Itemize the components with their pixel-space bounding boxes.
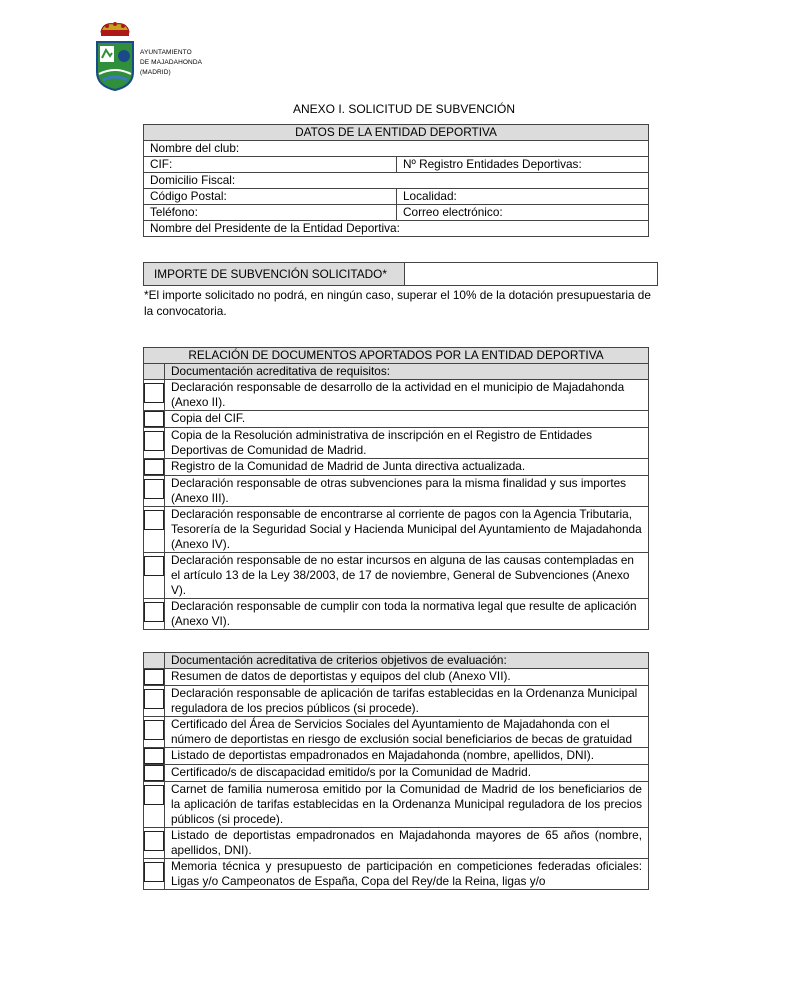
document-text: Declaración responsable de no estar incursos en alguna de las causas contempladas en el artículo 13 de la Ley 38/2003, de 17 de noviembre, General de Subvenciones (Anexo V). — [165, 553, 649, 599]
document-row — [144, 411, 649, 428]
document-row — [144, 599, 649, 630]
document-text: Carnet de familia numerosa emitido por la Comunidad de Madrid de los beneficiarios de la aplicación de tarifas establecidas en la Ordenanza Municipal reguladora de los precios públicos (si procede). — [165, 782, 649, 828]
address-field[interactable]: Domicilio Fiscal: — [144, 173, 649, 189]
document-checkbox[interactable] — [144, 459, 164, 475]
document-row — [144, 459, 649, 476]
document-checkbox[interactable] — [144, 748, 164, 764]
document-text: Listado de deportistas empadronados en Majadahonda (nombre, apellidos, DNI). — [165, 748, 649, 765]
club-name-field[interactable]: Nombre del club: — [144, 141, 649, 157]
institution-line: (MADRID) — [140, 69, 171, 76]
documents-criteria-table — [143, 652, 649, 890]
document-text: Certificado del Área de Servicios Sociales del Ayuntamiento de Majadahonda con el número de deportistas en riesgo de exclusión social beneficiarios de becas de gratuidad — [165, 717, 649, 748]
entity-data-table — [143, 124, 649, 237]
locality-field[interactable]: Localidad: — [397, 189, 649, 205]
document-text: Certificado/s de discapacidad emitido/s por la Comunidad de Madrid. — [165, 765, 649, 782]
document-text: Declaración responsable de cumplir con toda la normativa legal que resulte de aplicación (Anexo VI). — [165, 599, 649, 630]
institution-name — [140, 48, 202, 78]
document-row — [144, 748, 649, 765]
document-checkbox[interactable] — [144, 556, 164, 576]
document-text: Resumen de datos de deportistas y equipos del club (Anexo VII). — [165, 669, 649, 686]
criteria-label: Documentación acreditativa de criterios objetivos de evaluación: — [165, 653, 649, 669]
document-checkbox[interactable] — [144, 689, 164, 709]
president-field[interactable]: Nombre del Presidente de la Entidad Deportiva: — [144, 221, 649, 237]
document-title: ANEXO I. SOLICITUD DE SUBVENCIÓN — [292, 102, 516, 116]
document-text: Registro de la Comunidad de Madrid de Junta directiva actualizada. — [165, 459, 649, 476]
document-text: Declaración responsable de otras subvenciones para la misma finalidad y sus importes (Anexo III). — [165, 476, 649, 507]
document-checkbox[interactable] — [144, 765, 164, 781]
document-checkbox[interactable] — [144, 862, 164, 882]
document-checkbox[interactable] — [144, 510, 164, 530]
document-row — [144, 669, 649, 686]
document-checkbox[interactable] — [144, 669, 164, 685]
amount-note: *El importe solicitado no podrá, en ningún caso, superar el 10% de la dotación presupuestaria de la convocatoria. — [144, 288, 651, 318]
document-row — [144, 380, 649, 411]
cif-field[interactable]: CIF: — [144, 157, 397, 173]
coat-of-arms-icon — [95, 20, 135, 92]
document-text: Memoria técnica y presupuesto de participación en competiciones federadas oficiales: Ligas y/o Campeonatos de España, Copa del Rey/de la Reina, ligas y/o — [165, 859, 649, 890]
document-checkbox[interactable] — [144, 785, 164, 805]
amount-table — [143, 262, 658, 286]
document-text: Declaración responsable de encontrarse al corriente de pagos con la Agencia Tributaria, Tesorería de la Seguridad Social y Hacienda Municipal del Ayuntamiento de Majadahonda (Anexo IV). — [165, 507, 649, 553]
document-row — [144, 553, 649, 599]
email-field[interactable]: Correo electrónico: — [397, 205, 649, 221]
document-row — [144, 828, 649, 859]
document-text: Declaración responsable de desarrollo de la actividad en el municipio de Majadahonda (Anexo II). — [165, 380, 649, 411]
institution-line: DE MAJADAHONDA — [140, 59, 203, 66]
document-text: Listado de deportistas empadronados en Majadahonda mayores de 65 años (nombre, apellidos, DNI). — [165, 828, 649, 859]
institution-line: AYUNTAMIENTO — [140, 49, 192, 56]
document-row — [144, 428, 649, 459]
document-row — [144, 859, 649, 890]
document-checkbox[interactable] — [144, 383, 164, 403]
document-checkbox[interactable] — [144, 602, 164, 622]
document-row — [144, 476, 649, 507]
documents-heading: RELACIÓN DE DOCUMENTOS APORTADOS POR LA ENTIDAD DEPORTIVA — [144, 348, 649, 364]
amount-input[interactable] — [405, 263, 658, 286]
document-row — [144, 507, 649, 553]
document-checkbox[interactable] — [144, 831, 164, 851]
document-row — [144, 686, 649, 717]
document-text: Copia del CIF. — [165, 411, 649, 428]
registry-field[interactable]: Nº Registro Entidades Deportivas: — [397, 157, 649, 173]
postal-code-field[interactable]: Código Postal: — [144, 189, 397, 205]
document-text: Copia de la Resolución administrativa de inscripción en el Registro de Entidades Deportivas de Comunidad de Madrid. — [165, 428, 649, 459]
document-row — [144, 765, 649, 782]
documents-requirements-table — [143, 347, 649, 630]
document-row — [144, 717, 649, 748]
document-text: Declaración responsable de aplicación de tarifas establecidas en la Ordenanza Municipal reguladora de los precios públicos (si procede). — [165, 686, 649, 717]
document-checkbox[interactable] — [144, 720, 164, 740]
amount-label: IMPORTE DE SUBVENCIÓN SOLICITADO* — [144, 263, 405, 286]
phone-field[interactable]: Teléfono: — [144, 205, 397, 221]
document-checkbox[interactable] — [144, 431, 164, 451]
document-checkbox[interactable] — [144, 411, 164, 427]
document-row — [144, 782, 649, 828]
entity-heading: DATOS DE LA ENTIDAD DEPORTIVA — [144, 125, 649, 141]
requirements-label: Documentación acreditativa de requisitos: — [165, 364, 649, 380]
document-checkbox[interactable] — [144, 479, 164, 499]
